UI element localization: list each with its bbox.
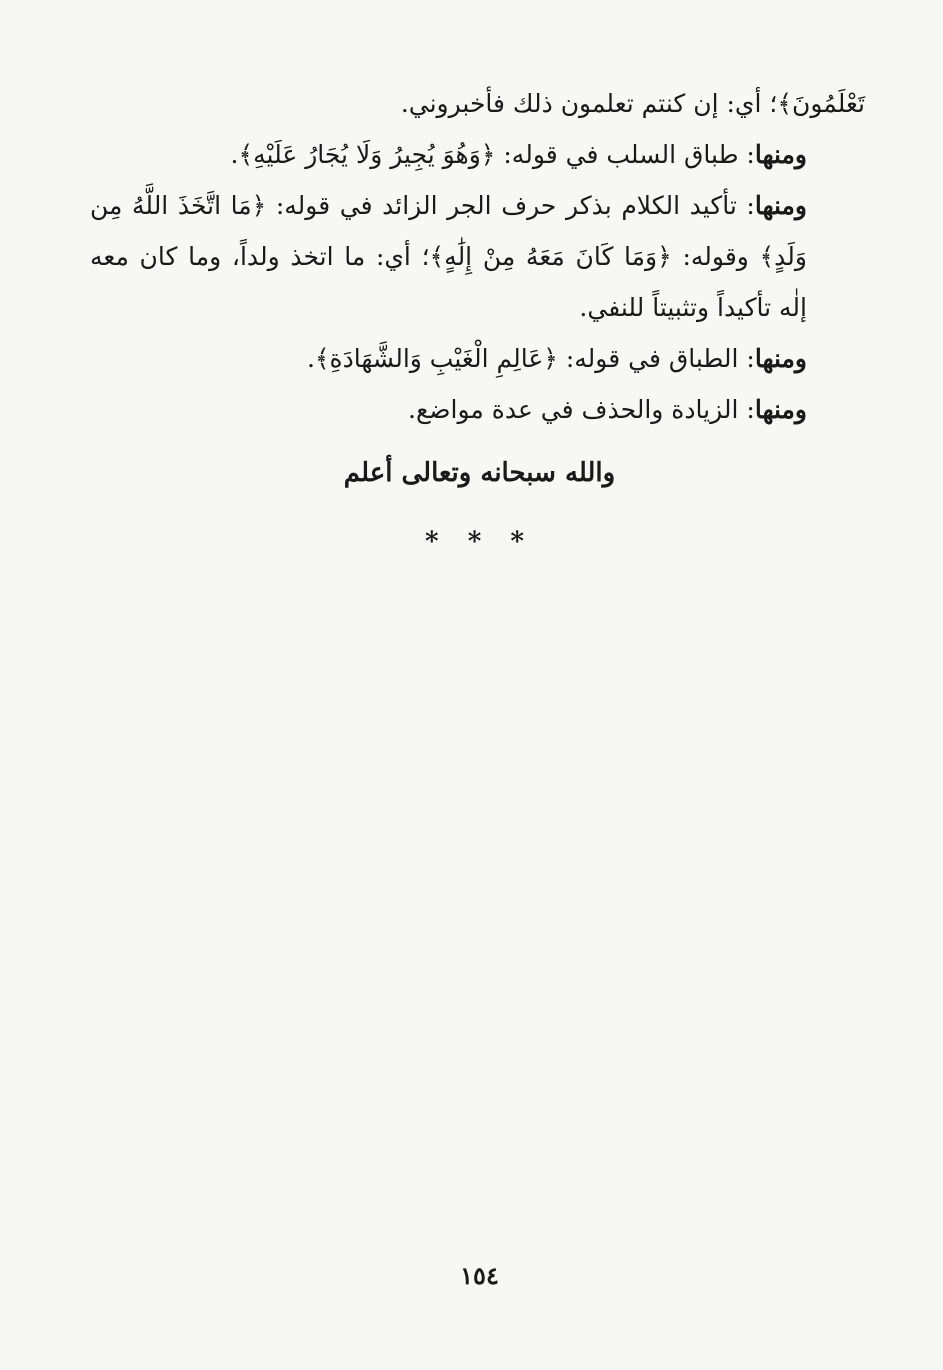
paragraph-5-lead: ومنها bbox=[754, 395, 807, 424]
paragraph-1-text: تَعْلَمُونَ﴾؛ أي: إن كنتم تعلمون ذلك فأخبروني. bbox=[400, 89, 865, 118]
paragraph-5-text: : الزيادة والحذف في عدة مواضع. bbox=[408, 395, 755, 424]
paragraph-3-lead: ومنها bbox=[754, 191, 807, 220]
paragraph-4-text: : الطباق في قوله: ﴿عَالِمِ الْغَيْبِ وَالشَّهَادَةِ﴾. bbox=[306, 344, 755, 373]
section-separator bbox=[0, 522, 943, 562]
page-number bbox=[0, 1258, 943, 1294]
separator-stars: * * * bbox=[425, 527, 534, 557]
paragraph-4 bbox=[90, 333, 865, 384]
paragraph-2 bbox=[90, 129, 865, 180]
paragraph-2-lead: ومنها bbox=[754, 140, 807, 169]
paragraph-3-text: : تأكيد الكلام بذكر حرف الجر الزائد في قوله: ﴿مَا اتَّخَذَ اللَّهُ مِن وَلَدٍ﴾ وقوله: ﴿وَمَا كَانَ مَعَهُ مِنْ إِلَٰهٍ﴾؛ أي: ما اتخذ ولداً، وما كان معه إلٰه تأكيداً وتثبيتاً للنفي. bbox=[90, 191, 807, 322]
closing-line bbox=[0, 453, 943, 493]
paragraph-1 bbox=[90, 78, 865, 129]
paragraph-2-text: : طباق السلب في قوله: ﴿وَهُوَ يُجِيرُ وَلَا يُجَارُ عَلَيْهِ﴾. bbox=[230, 140, 755, 169]
page-body bbox=[90, 78, 865, 435]
page-number-text: ١٥٤ bbox=[460, 1261, 499, 1290]
paragraph-5 bbox=[90, 384, 865, 435]
closing-text: والله سبحانه وتعالى أعلم bbox=[343, 458, 616, 488]
paragraph-3 bbox=[90, 180, 865, 333]
paragraph-4-lead: ومنها bbox=[754, 344, 807, 373]
